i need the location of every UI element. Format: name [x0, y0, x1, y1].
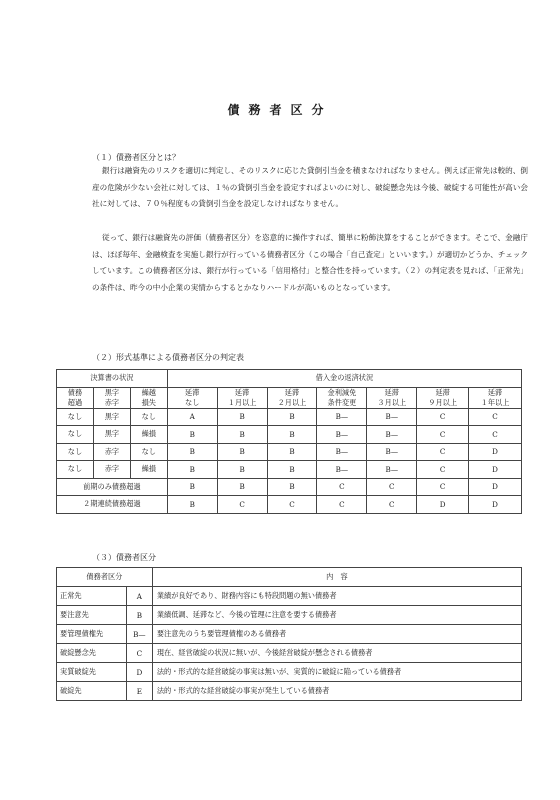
- table-row: [57, 443, 522, 461]
- classification-table: [56, 567, 522, 701]
- table-row: [57, 625, 522, 644]
- category-code: B: [126, 606, 152, 625]
- grade-cell: B—: [367, 443, 417, 461]
- column-header: 金利減免 条件変更: [317, 387, 367, 408]
- grade-cell: C: [417, 461, 469, 479]
- category-code: C: [126, 644, 152, 663]
- grade-cell: C: [317, 478, 367, 496]
- column-header: 債務 超過: [57, 387, 94, 408]
- column-header: 延滞 なし: [167, 387, 217, 408]
- category-description: 要注意先のうち要管理債権のある債務者: [152, 625, 521, 644]
- group-header-repayment: 借入金の返済状況: [167, 370, 521, 388]
- category-description: 現在、経営破綻の状況に無いが、今後経営破綻が懸念される債務者: [152, 644, 521, 663]
- cell: なし: [130, 408, 167, 426]
- section3-heading: （３）債務者区分: [92, 553, 156, 562]
- category-description: 業績低調、延滞など、今後の管理に注意を要する債務者: [152, 606, 521, 625]
- grade-cell: B: [167, 426, 217, 444]
- grade-cell: B: [217, 478, 267, 496]
- grade-cell: C: [469, 408, 522, 426]
- category-name: 破綻懸念先: [57, 644, 127, 663]
- column-header: 繰越 損失: [130, 387, 167, 408]
- grade-cell: B: [167, 443, 217, 461]
- table-row: [57, 478, 522, 496]
- category-code: B—: [126, 625, 152, 644]
- cell: なし: [57, 426, 94, 444]
- grade-cell: C: [417, 426, 469, 444]
- header-content: 内 容: [152, 568, 521, 587]
- cell: 赤字: [93, 443, 130, 461]
- column-header: 延滞 ３月以上: [367, 387, 417, 408]
- column-header: 延滞 ２月以上: [267, 387, 317, 408]
- table-row: [57, 461, 522, 479]
- grade-cell: C: [217, 496, 267, 514]
- cell: 赤字: [93, 461, 130, 479]
- grade-cell: B: [267, 461, 317, 479]
- cell: 繰損: [130, 426, 167, 444]
- cell: なし: [130, 443, 167, 461]
- table-row: [57, 587, 522, 606]
- grade-cell: B—: [317, 408, 367, 426]
- cell: 黒字: [93, 426, 130, 444]
- grade-cell: D: [469, 443, 522, 461]
- category-description: 法的・形式的な経営破綻の事実は無いが、実質的に破綻に陥っている債務者: [152, 663, 521, 682]
- category-name: 正常先: [57, 587, 127, 606]
- section1-heading: （１）債務者区分とは？: [92, 153, 180, 162]
- cell: 繰損: [130, 461, 167, 479]
- cell: 黒字: [93, 408, 130, 426]
- table-row: [57, 426, 522, 444]
- page-title: 債務者区分: [227, 103, 333, 117]
- group-header-financials: 決算書の状況: [57, 370, 168, 388]
- grade-cell: B: [167, 496, 217, 514]
- grade-cell: A: [167, 408, 217, 426]
- grade-cell: B: [267, 426, 317, 444]
- grade-cell: B—: [367, 426, 417, 444]
- table-row: [57, 663, 522, 682]
- category-name: 実質破綻先: [57, 663, 127, 682]
- grade-cell: B: [167, 461, 217, 479]
- cell: なし: [57, 461, 94, 479]
- grade-cell: C: [367, 478, 417, 496]
- category-code: E: [126, 682, 152, 701]
- grade-cell: C: [417, 408, 469, 426]
- table-row: [57, 606, 522, 625]
- cell: なし: [57, 443, 94, 461]
- grade-cell: B: [267, 443, 317, 461]
- grade-cell: C: [267, 496, 317, 514]
- category-description: 業績が良好であり、財務内容にも特段問題の無い債務者: [152, 587, 521, 606]
- grade-cell: C: [417, 478, 469, 496]
- row-label: 前期のみ債務超過: [57, 478, 168, 496]
- cell: なし: [57, 408, 94, 426]
- grade-cell: B: [267, 408, 317, 426]
- grade-cell: D: [469, 461, 522, 479]
- grade-cell: B—: [317, 461, 367, 479]
- grade-cell: C: [367, 496, 417, 514]
- column-header: 延滞 １年以上: [469, 387, 522, 408]
- category-description: 法的・形式的な経営破綻の事実が発生している債務者: [152, 682, 521, 701]
- table-row: [57, 496, 522, 514]
- header-classification: 債務者区分: [57, 568, 153, 587]
- grade-cell: D: [469, 478, 522, 496]
- section2-heading: （２）形式基準による債務者区分の判定表: [92, 353, 244, 362]
- category-name: 要管理債権先: [57, 625, 127, 644]
- grade-cell: B—: [317, 426, 367, 444]
- grade-cell: B: [217, 443, 267, 461]
- grade-cell: B: [217, 426, 267, 444]
- grade-cell: B—: [317, 443, 367, 461]
- grade-cell: C: [417, 443, 469, 461]
- grade-cell: B—: [367, 408, 417, 426]
- grade-cell: B: [217, 461, 267, 479]
- category-code: D: [126, 663, 152, 682]
- column-header-row: [57, 387, 522, 408]
- section1-paragraph-1: 銀行は融資先のリスクを適切に判定し、そのリスクに応じた貸倒引当金を積まなければなりません。例えば正常先は較的、倒産の危険が少ない会社に対しては、１％の貸倒引当金を設定すればよいのに対し、破綻懸念先は今後、破綻する可能性が高い会社に対しては、７０％程度もの貸倒引当金を設定しなければなりません。: [92, 166, 528, 209]
- row-label: ２期連続債務超過: [57, 496, 168, 514]
- grade-cell: C: [317, 496, 367, 514]
- judgement-table: [56, 369, 522, 514]
- grade-cell: D: [469, 496, 522, 514]
- category-code: A: [126, 587, 152, 606]
- table-row: [57, 682, 522, 701]
- table-row: [57, 408, 522, 426]
- grade-cell: B: [167, 478, 217, 496]
- section1-paragraph-2: 従って、銀行は融資先の評価（債務者区分）を恣意的に操作すれば、簡単に粉飾決算をすることができます。そこで、金融庁は、ほぼ毎年、金融検査を実施し銀行が行っている債務者区分（この場合「自己査定」といいます。）が適切かどうか、チェックしています。この債務者区分は、銀行が行っている「信用格付」と整合性を持っています。（２）の判定表を見れば、「正常先」の条件は、昨今の中小企業の実情からするとかなりハードルが高いものとなっています。: [92, 233, 528, 292]
- grade-cell: C: [469, 426, 522, 444]
- grade-cell: D: [417, 496, 469, 514]
- grade-cell: B: [267, 478, 317, 496]
- column-header: 延滞 ９月以上: [417, 387, 469, 408]
- category-name: 要注意先: [57, 606, 127, 625]
- category-name: 破綻先: [57, 682, 127, 701]
- grade-cell: B—: [367, 461, 417, 479]
- column-header: 延滞 １月以上: [217, 387, 267, 408]
- table-row: [57, 644, 522, 663]
- column-header: 黒字 赤字: [93, 387, 130, 408]
- grade-cell: B: [217, 408, 267, 426]
